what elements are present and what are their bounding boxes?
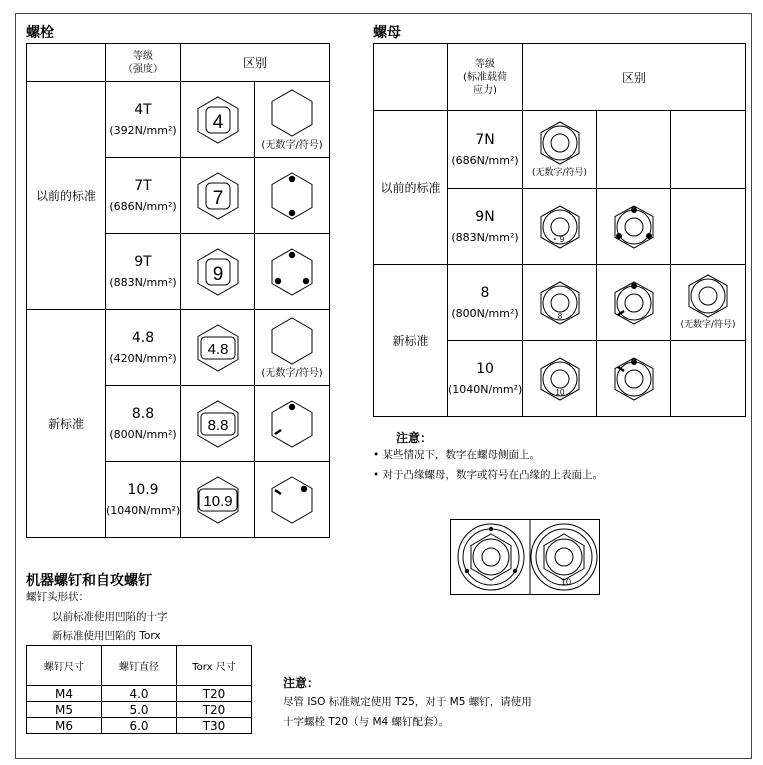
hex-nut-plain-icon xyxy=(538,120,582,166)
nut-mark-text: 10 xyxy=(555,387,564,397)
bolt-symbol-4t xyxy=(255,82,330,158)
bolt-table xyxy=(26,43,330,538)
nut-grade-header: 等级 (标准载荷 应力) xyxy=(448,44,523,111)
bolt-grade-4t: 4T (392N/mm²) xyxy=(106,82,181,158)
nut-symbol-8-plain xyxy=(671,265,746,341)
hex-nut-number-icon xyxy=(538,356,582,402)
nut-group-old: 以前的标准 xyxy=(374,111,448,265)
hex-bolt-plain-icon xyxy=(269,316,315,366)
screw-note-title: 注意： xyxy=(283,676,320,690)
screw-cell: T20 xyxy=(177,702,252,718)
nut-symbol-8 xyxy=(597,265,671,341)
bolt-mark-4t xyxy=(181,82,255,158)
nut-group-new: 新标准 xyxy=(374,265,448,417)
hex-bolt-icon xyxy=(195,171,241,221)
screw-header-size: 螺钉尺寸 xyxy=(27,646,102,686)
nut-grade-10: 10 (1040N/mm²) xyxy=(448,341,523,417)
nut-title: 螺母 xyxy=(373,25,401,41)
screw-subtitle: 螺钉头形状： xyxy=(26,591,89,603)
nut-grade-7n: 7N (686N/mm²) xyxy=(448,111,523,189)
flange-nut-icon xyxy=(451,520,599,594)
nut-diff-header: 区别 xyxy=(523,44,746,111)
hex-bolt-icon xyxy=(195,95,241,145)
nut-empty-cell xyxy=(597,111,671,189)
hex-bolt-two-dots-icon xyxy=(269,171,315,221)
nut-table xyxy=(373,43,746,417)
hex-bolt-icon xyxy=(195,323,241,373)
screw-header-diameter: 螺钉直径 xyxy=(102,646,177,686)
bolt-mark-text: 9 xyxy=(212,263,223,285)
hex-nut-three-dots-icon xyxy=(612,204,656,250)
screw-line-1: 以前标准使用凹陷的十字 xyxy=(52,611,168,623)
screw-cell: 5.0 xyxy=(102,702,177,718)
bolt-group-new: 新标准 xyxy=(27,310,106,538)
hex-nut-plain-icon xyxy=(686,273,730,319)
hex-bolt-icon xyxy=(195,399,241,449)
nut-grade-9n: 9N (883N/mm²) xyxy=(448,189,523,265)
hex-bolt-dot-dash-icon xyxy=(269,399,315,449)
nut-mark-8 xyxy=(523,265,597,341)
bolt-grade-7t: 7T (686N/mm²) xyxy=(106,158,181,234)
screw-note-line-1: 尽管 ISO 标准规定使用 T25，对于 M5 螺钉，请使用 xyxy=(283,696,532,708)
bolt-symbol-10-9 xyxy=(255,462,330,538)
bolt-mark-10-9 xyxy=(181,462,255,538)
nut-mark-10 xyxy=(523,341,597,417)
nut-empty-cell xyxy=(671,341,746,417)
bolt-grade-10-9: 10.9 (1040N/mm²) xyxy=(106,462,181,538)
bolt-symbol-8-8 xyxy=(255,386,330,462)
nut-mark-text: 8 xyxy=(557,311,562,321)
nut-symbol-10 xyxy=(597,341,671,417)
bolt-group-old: 以前的标准 xyxy=(27,82,106,310)
bolt-mark-9t xyxy=(181,234,255,310)
nut-note-line-2: • 对于凸缘螺母，数字或符号在凸缘的上表面上。 xyxy=(373,469,604,481)
bolt-mark-text: 8.8 xyxy=(207,416,228,434)
nut-note-line-1: • 某些情况下，数字在螺母侧面上。 xyxy=(373,449,541,461)
bolt-mark-4-8 xyxy=(181,310,255,386)
screw-cell: T30 xyxy=(177,718,252,734)
nut-note-title: 注意： xyxy=(396,431,433,445)
screw-header-torx: Torx 尺寸 xyxy=(177,646,252,686)
nut-mark-text: 9 xyxy=(559,234,564,244)
bolt-mark-text: 7 xyxy=(212,187,223,209)
hex-bolt-icon xyxy=(195,475,241,525)
flange-nut-figure xyxy=(450,519,600,595)
bolt-symbol-9t xyxy=(255,234,330,310)
nut-grade-8: 8 (800N/mm²) xyxy=(448,265,523,341)
no-mark-label: (无数字/符号) xyxy=(261,140,323,151)
no-mark-label: (无数字/符号) xyxy=(680,320,736,330)
bolt-blank-header xyxy=(27,44,106,82)
nut-mark-9n xyxy=(523,189,597,265)
hex-bolt-dot-dash-icon xyxy=(269,475,315,525)
screw-cell: M4 xyxy=(27,686,102,702)
nut-symbol-9n xyxy=(597,189,671,265)
hex-nut-dot-dash-icon xyxy=(612,356,656,402)
hex-bolt-plain-icon xyxy=(269,88,315,138)
bolt-diff-header: 区别 xyxy=(181,44,330,82)
screw-cell: 4.0 xyxy=(102,686,177,702)
bolt-grade-8-8: 8.8 (800N/mm²) xyxy=(106,386,181,462)
screw-cell: M6 xyxy=(27,718,102,734)
hex-bolt-three-dots-icon xyxy=(269,247,315,297)
bolt-mark-text: 10.9 xyxy=(202,492,233,510)
bolt-grade-4-8: 4.8 (420N/mm²) xyxy=(106,310,181,386)
bolt-symbol-4-8 xyxy=(255,310,330,386)
bolt-mark-8-8 xyxy=(181,386,255,462)
bolt-grade-9t: 9T (883N/mm²) xyxy=(106,234,181,310)
hex-nut-number-icon xyxy=(538,204,582,250)
screw-cell: 6.0 xyxy=(102,718,177,734)
screw-note-line-2: 十字螺栓 T20（与 M4 螺钉配套）。 xyxy=(283,716,450,728)
nut-empty-cell xyxy=(671,111,746,189)
nut-empty-cell xyxy=(671,189,746,265)
hex-nut-number-icon xyxy=(538,280,582,326)
hex-nut-dot-dash-icon xyxy=(612,280,656,326)
bolt-title: 螺栓 xyxy=(26,25,54,41)
hex-bolt-icon xyxy=(195,247,241,297)
no-mark-label: (无数字/符号) xyxy=(531,168,588,178)
bolt-mark-text: 4 xyxy=(212,111,223,133)
bolt-mark-text: 4.8 xyxy=(207,340,228,358)
screw-table xyxy=(26,645,252,734)
nut-mark-7n xyxy=(523,111,597,189)
bolt-symbol-7t xyxy=(255,158,330,234)
screw-cell: T20 xyxy=(177,686,252,702)
nut-blank-header xyxy=(374,44,448,111)
bolt-mark-7t xyxy=(181,158,255,234)
screw-title: 机器螺钉和自攻螺钉 xyxy=(26,573,152,589)
screw-cell: M5 xyxy=(27,702,102,718)
screw-line-2: 新标准使用凹陷的 Torx xyxy=(52,630,161,642)
no-mark-label: (无数字/符号) xyxy=(261,368,323,379)
bolt-grade-header: 等级 （强度） xyxy=(106,44,181,82)
flange-mark-text: 10 xyxy=(560,577,572,587)
